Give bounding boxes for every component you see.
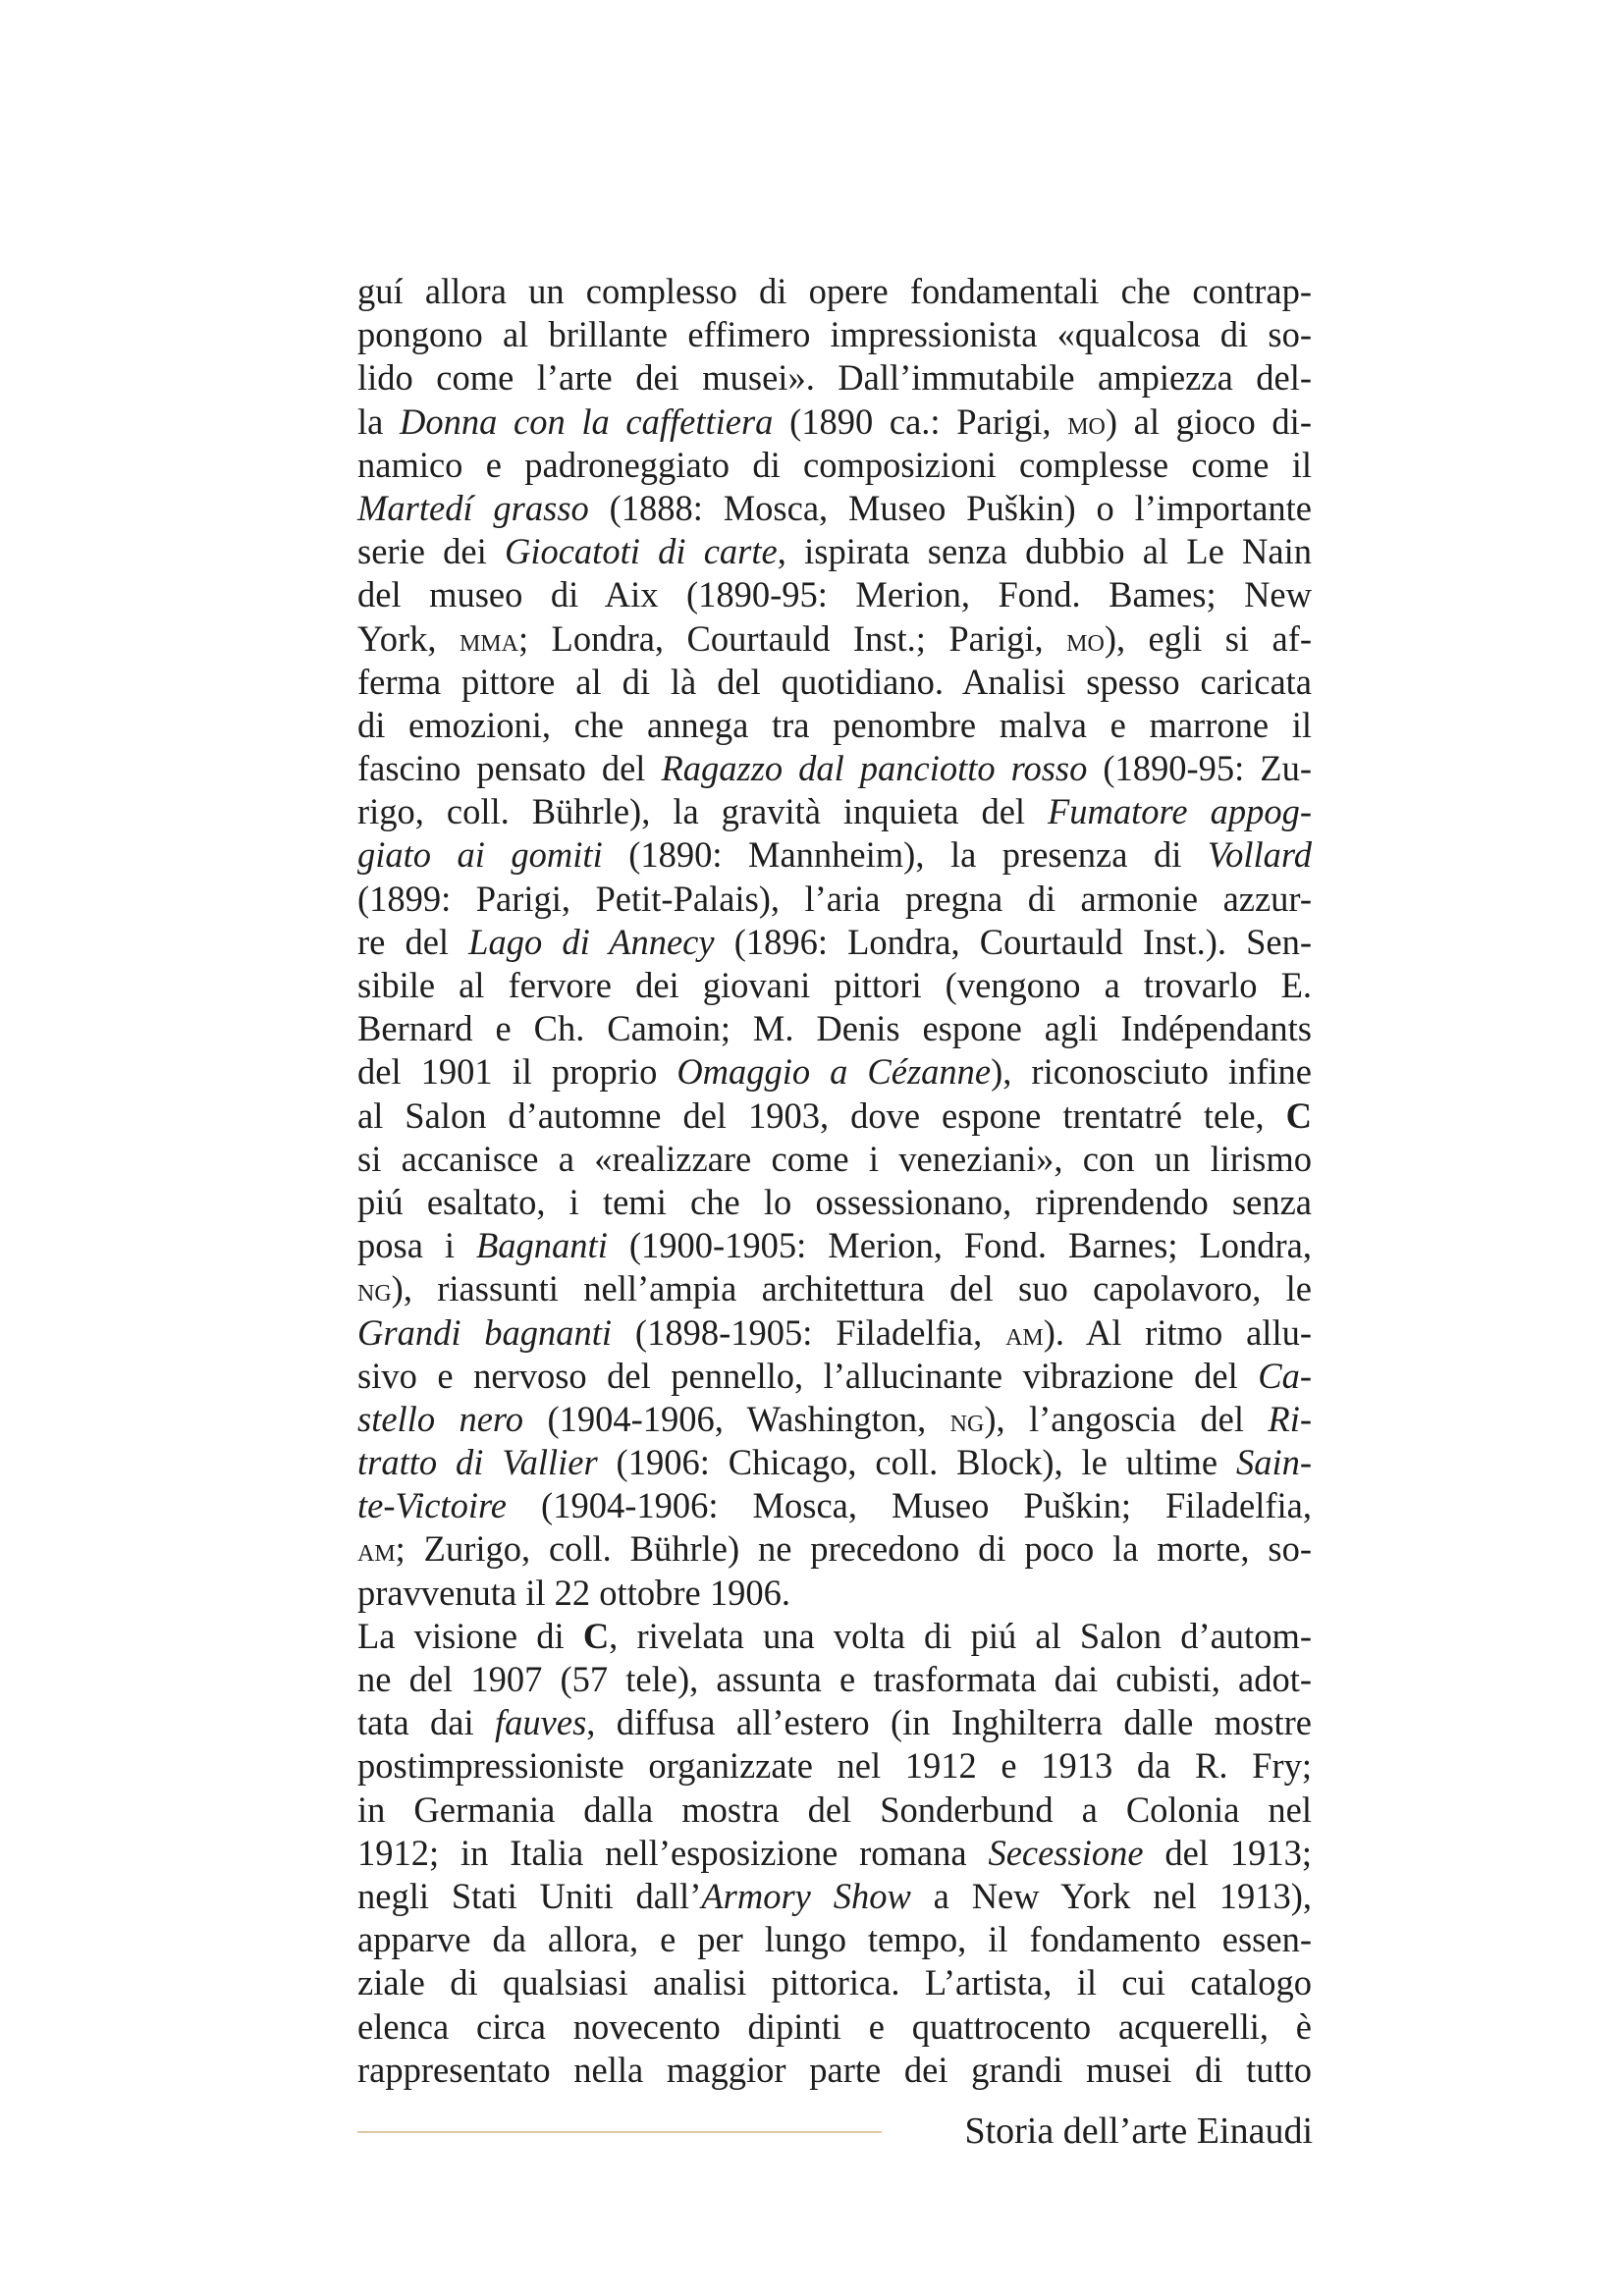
text-line — [357, 790, 1312, 833]
text-segment: postimpressioniste organizzate nel 1912 e 1913 da R. Fry; — [357, 1745, 1312, 1787]
text-segment: Armory Show — [701, 1875, 911, 1916]
text-segment: a New York nel 1913), — [910, 1875, 1313, 1916]
text-line — [357, 1181, 1312, 1224]
text-segment: Fumatore appog- — [1048, 791, 1312, 832]
text-segment: (1896: Londra, Courtauld Inst.). Sen- — [714, 921, 1312, 962]
text-segment: si accanisce a «realizzare come i veneziani», con un lirismo — [357, 1138, 1312, 1179]
text-line — [357, 1572, 1312, 1615]
text-segment: ), riconosciuto infine — [991, 1051, 1312, 1093]
text-segment: York, — [357, 617, 460, 659]
text-line — [357, 2049, 1312, 2092]
text-segment: (1898-1905: Filadelfia, — [612, 1311, 1006, 1353]
text-segment: Sain- — [1235, 1442, 1312, 1483]
text-segment: Vollard — [1207, 834, 1312, 876]
text-segment: am — [1005, 1315, 1044, 1353]
text-segment: (1890: Mannheim), la presenza di — [602, 834, 1208, 876]
footer-title: Storia dell’arte Einaudi — [964, 2110, 1313, 2152]
text-segment: posa i — [357, 1225, 477, 1266]
text-segment: (1890-95: Zu- — [1087, 748, 1312, 789]
text-line — [357, 573, 1312, 616]
text-line — [357, 313, 1312, 356]
text-segment: sibile al fervore dei giovani pittori (vengono a trovarlo E. — [357, 965, 1312, 1005]
text-segment: am — [357, 1532, 396, 1570]
text-line — [357, 1615, 1312, 1658]
text-line — [357, 1441, 1312, 1484]
text-segment: re del — [357, 921, 469, 962]
text-segment: Lago di Annecy — [468, 921, 715, 962]
text-line — [357, 1484, 1312, 1527]
text-line — [357, 1398, 1312, 1441]
text-line — [357, 2005, 1312, 2049]
text-segment: Ragazzo dal panciotto rosso — [661, 748, 1088, 789]
text-segment: rappresentato nella maggior parte dei grandi musei di tutto — [357, 2049, 1312, 2090]
text-segment: ne del 1907 (57 tele), assunta e trasformata dai cubisti, adot- — [357, 1659, 1312, 1699]
text-segment: 1912; in Italia nell’esposizione romana — [357, 1832, 989, 1873]
text-segment: mma — [459, 621, 518, 659]
text-line — [357, 1355, 1312, 1398]
text-line — [357, 1527, 1312, 1571]
text-line — [357, 1789, 1312, 1832]
text-segment: pravvenuta il 22 ottobre 1906. — [357, 1572, 790, 1613]
text-segment: del 1901 il proprio — [357, 1051, 677, 1093]
text-segment: ) al gioco di- — [1105, 400, 1312, 442]
text-segment: tata dai — [357, 1702, 496, 1743]
text-line — [357, 1701, 1312, 1744]
text-segment: ng — [949, 1402, 985, 1439]
text-segment: mo — [1066, 621, 1105, 659]
text-segment: (1890 ca.: Parigi, — [773, 400, 1068, 442]
text-line — [357, 1267, 1312, 1310]
text-line — [357, 356, 1312, 400]
text-segment: , ispirata senza dubbio al Le Nain — [777, 531, 1312, 572]
text-line — [357, 1224, 1312, 1267]
text-segment: , rivelata una volta di piú al Salon d’autom- — [609, 1615, 1312, 1656]
text-segment: rigo, coll. Bührle), la gravità inquieta del — [357, 791, 1049, 832]
text-segment: la — [357, 400, 400, 442]
text-segment: te-Victoire — [357, 1485, 508, 1526]
text-segment: Grandi bagnanti — [357, 1311, 613, 1353]
text-segment: fascino pensato del — [357, 748, 662, 789]
text-segment: negli Stati Uniti dall’ — [357, 1875, 702, 1916]
text-segment: ), l’angoscia del — [984, 1398, 1269, 1439]
text-segment: serie dei — [357, 531, 505, 572]
text-segment: Secessione — [988, 1832, 1144, 1873]
text-segment: Donna con la caffettiera — [400, 400, 774, 442]
text-segment: fauves — [495, 1702, 587, 1743]
text-line — [357, 1744, 1312, 1788]
text-segment: Bernard e Ch. Camoin; M. Denis espone agli Indépendants — [357, 1008, 1312, 1049]
text-segment: pongono al brillante effimero impressionista «qualcosa di so- — [357, 314, 1312, 355]
text-line — [357, 1095, 1312, 1138]
footer-rule — [357, 2131, 882, 2133]
text-segment: ). Al ritmo allu- — [1043, 1311, 1312, 1353]
text-segment: tratto di Vallier — [357, 1442, 598, 1483]
text-line — [357, 487, 1312, 530]
text-segment: sivo e nervoso del pennello, l’allucinante vibrazione del — [357, 1355, 1259, 1396]
text-segment: ), egli si af- — [1104, 617, 1312, 659]
text-segment: ; Londra, Courtauld Inst.; Parigi, — [517, 617, 1067, 659]
text-line — [357, 1311, 1312, 1355]
text-segment: giato ai gomiti — [357, 834, 603, 876]
text-segment: mo — [1067, 404, 1106, 442]
text-segment: Omaggio a Cézanne — [676, 1051, 992, 1093]
text-segment: (1904-1906: Mosca, Museo Puškin; Filadelfia, — [507, 1485, 1312, 1526]
text-segment: (1888: Mosca, Museo Puškin) o l’importante — [588, 487, 1312, 528]
text-segment: Ri- — [1268, 1398, 1312, 1439]
text-segment: , diffusa all’estero (in Inghilterra dalle mostre — [586, 1702, 1312, 1743]
text-segment: ng — [357, 1272, 392, 1309]
text-segment: del museo di Aix (1890-95: Merion, Fond. Bames; New — [357, 574, 1312, 615]
text-line — [357, 1918, 1312, 1961]
text-segment: La visione di — [357, 1615, 583, 1656]
text-segment: di emozioni, che annega tra penombre malva e marrone il — [357, 704, 1312, 745]
text-segment: al Salon d’automne del 1903, dove espone trentatré tele, — [357, 1095, 1286, 1136]
text-line — [357, 921, 1312, 964]
text-line — [357, 1658, 1312, 1701]
text-line — [357, 1007, 1312, 1050]
text-line — [357, 878, 1312, 921]
text-line — [357, 964, 1312, 1007]
text-segment: (1900-1905: Merion, Fond. Barnes; Londra, — [607, 1225, 1312, 1266]
text-segment: piú esaltato, i temi che lo ossessionano, riprendendo senza — [357, 1181, 1312, 1222]
text-segment: ; Zurigo, coll. Bührle) ne precedono di poco la morte, so- — [395, 1528, 1312, 1570]
text-segment: stello nero — [357, 1398, 524, 1439]
text-line — [357, 1832, 1312, 1875]
text-segment: Ca- — [1258, 1355, 1312, 1396]
text-line — [357, 1050, 1312, 1094]
text-segment: in Germania dalla mostra del Sonderbund a Colonia nel — [357, 1789, 1312, 1830]
text-segment: elenca circa novecento dipinti e quattrocento acquerelli, è — [357, 2005, 1312, 2047]
text-segment: C — [1285, 1095, 1312, 1136]
text-line — [357, 833, 1312, 877]
text-line — [357, 617, 1312, 661]
text-segment: ), riassunti nell’ampia architettura del suo capolavoro, le — [391, 1268, 1312, 1309]
text-segment: lido come l’arte dei musei». Dall’immutabile ampiezza del- — [357, 357, 1312, 399]
text-line — [357, 1875, 1312, 1918]
text-segment: Bagnanti — [476, 1225, 608, 1266]
text-segment: ziale di qualsiasi analisi pittorica. L’artista, il cui catalogo — [357, 1962, 1312, 2003]
text-line — [357, 400, 1312, 444]
text-body — [357, 270, 1312, 2092]
text-segment: (1906: Chicago, coll. Block), le ultime — [597, 1442, 1236, 1483]
text-segment: C — [582, 1615, 610, 1656]
text-line — [357, 444, 1312, 487]
text-segment: ferma pittore al di là del quotidiano. Analisi spesso caricata — [357, 661, 1312, 702]
text-segment: Giocatoti di carte — [504, 531, 778, 572]
text-line — [357, 747, 1312, 790]
text-line — [357, 530, 1312, 573]
text-line — [357, 704, 1312, 747]
text-segment: namico e padroneggiato di composizioni complesse come il — [357, 444, 1312, 485]
text-segment: (1899: Parigi, Petit-Palais), l’aria pregna di armonie azzur- — [357, 878, 1312, 919]
text-segment: (1904-1906, Washington, — [523, 1398, 950, 1439]
text-segment: Martedí grasso — [357, 487, 589, 528]
text-segment: guí allora un complesso di opere fondamentali che contrap- — [357, 271, 1312, 311]
text-line — [357, 1138, 1312, 1181]
text-line — [357, 661, 1312, 704]
text-line — [357, 1961, 1312, 2004]
text-segment: apparve da allora, e per lungo tempo, il fondamento essen- — [357, 1919, 1312, 1960]
text-line — [357, 270, 1312, 313]
text-segment: del 1913; — [1143, 1832, 1312, 1873]
